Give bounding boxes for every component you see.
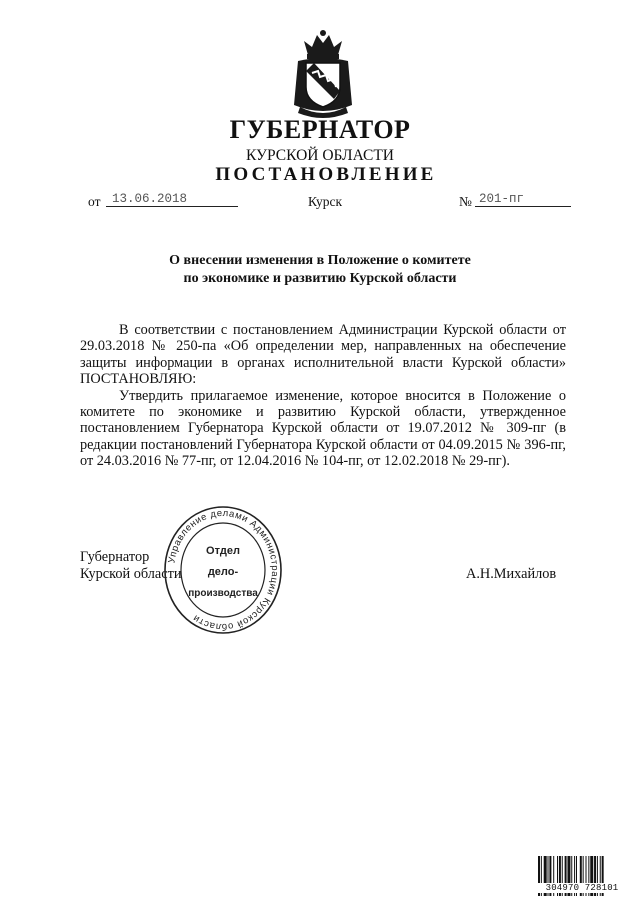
header-region: КУРСКОЙ ОБЛАСТИ	[245, 147, 394, 164]
date-prefix: от	[88, 194, 101, 209]
document-type-heading: ПОСТАНОВЛЕНИЕ	[215, 164, 437, 185]
official-stamp	[162, 504, 284, 636]
number-prefix: №	[459, 194, 472, 209]
document-number-field: 201-пг	[475, 192, 571, 207]
body-paragraph-2: Утвердить прилагаемое изменение, которое вносится в Положение о комитете по экономике и развитию Курской области, утвержденное постановлением Губернатора Курской области от 19.07.2012 № 309-пг (в редакции постановлений Губернатора Курской области от 04.09.2015 № 396-пг, от 24.03.2016 № 77-пг, от 12.04.2016 № 104-пг, от 12.02.2018 № 29-пг).	[80, 387, 566, 470]
stamp-center-line2: дело-	[207, 566, 239, 578]
body-paragraph-1: В соответствии с постановлением Администрации Курской области от 29.03.2018 № 250-па «Об определении мер, направленных на обеспечение защиты информации в органах исполнительной власти Курской области» ПОСТАНОВЛЯЮ:	[80, 322, 566, 388]
city-label: Курск	[308, 194, 343, 209]
stamp-center-line3: производства	[188, 588, 258, 599]
stamp-ring-text: Управление делами Администрации Курской области	[166, 507, 281, 633]
signature-position-line1: Губернатор	[80, 549, 150, 565]
document-body	[80, 322, 566, 470]
document-title-line1: О внесении изменения в Положение о комитете	[169, 253, 471, 268]
signatory-name: А.Н.Михайлов	[466, 566, 557, 582]
document-title-line2: по экономике и развитию Курской области	[183, 271, 457, 286]
stamp-center-line1: Отдел	[206, 545, 240, 557]
signature-position-line2: Курской области	[80, 566, 182, 582]
barcode-number: 304970 728101	[538, 883, 626, 893]
header-title: ГУБЕРНАТОР	[229, 115, 411, 144]
date-field: 13.06.2018	[106, 192, 238, 207]
coat-of-arms-emblem	[290, 27, 356, 121]
